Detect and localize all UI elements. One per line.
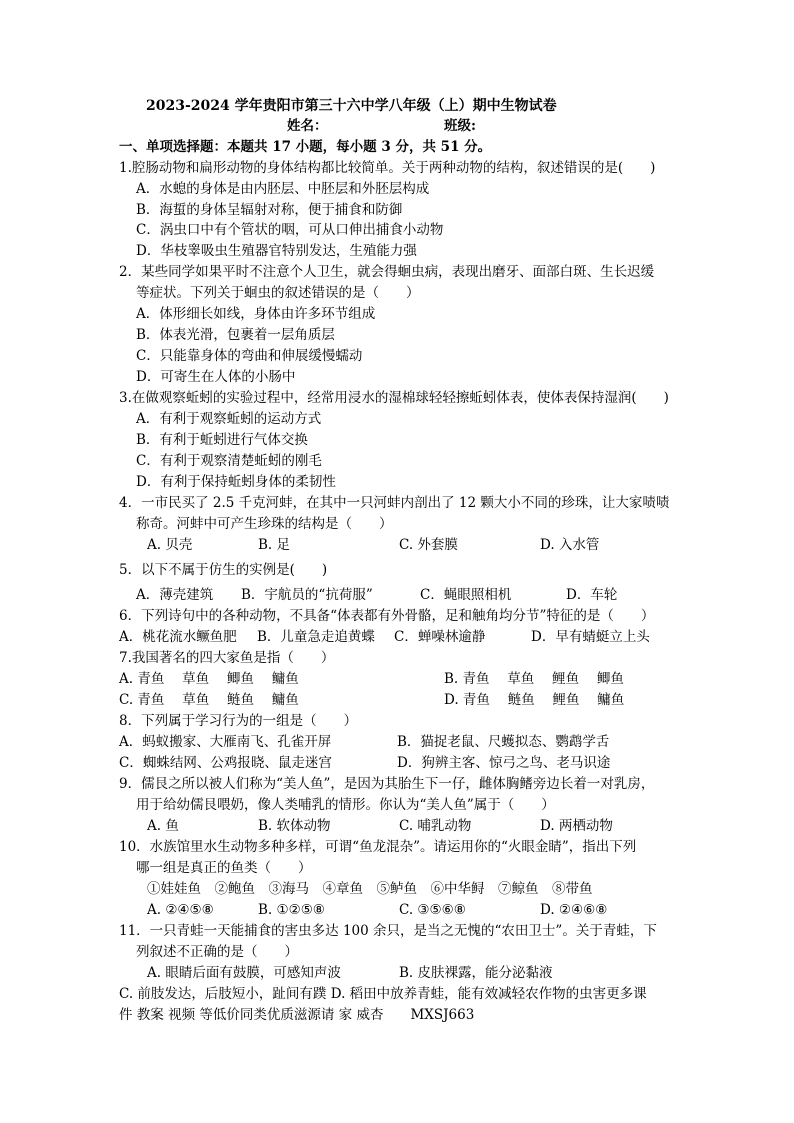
question-5-option-b: B．宇航员的“抗荷服” <box>241 587 373 603</box>
question-5-stem: 5．以下不属于仿生的实例是( ) <box>119 562 328 578</box>
question-10-option-b: B. ①②⑤⑧ <box>258 902 325 918</box>
question-7-option-c: C. 青鱼 草鱼 鲢鱼 鳙鱼 <box>119 692 299 708</box>
question-8-option-a: A．蚂蚁搬家、大雁南飞、孔雀开屏 <box>119 734 332 750</box>
footer-watermark-text: 件 教案 视频 等低价同类优质滋源请 家 威杏 MXSJ663 <box>119 1007 475 1023</box>
question-4-option-c: C. 外套膜 <box>399 537 458 553</box>
question-9-option-b: B. 软体动物 <box>258 818 331 834</box>
question-3-option-c: C．有利于观察清楚蚯蚓的刚毛 <box>136 453 322 469</box>
question-1-option-a: A．水螅的身体是由内胚层、中胚层和外胚层构成 <box>136 181 430 197</box>
question-9-stem-line1: 9．儒艮之所以被人们称为“美人鱼”，是因为其胎生下一仔，雌体胸鳍旁边长着一对乳房， <box>119 776 655 792</box>
question-6-option-c: C．蝉噪林逾静 <box>394 629 486 645</box>
question-7-option-d: D. 青鱼 鲢鱼 鲤鱼 鳙鱼 <box>444 692 625 708</box>
question-11-option-cd: C. 前肢发达，后肢短小，趾间有蹼 D. 稻田中放养青蛙，能有效减轻农作物的虫害更多课 <box>119 986 647 1002</box>
question-4-option-d: D. 入水管 <box>540 537 600 553</box>
question-1-stem: 1.腔肠动物和扁形动物的身体结构都比较简单。关于两种动物的结构，叙述错误的是( ) <box>119 160 656 176</box>
question-11-option-b: B. 皮肤裸露，能分泌黏液 <box>399 965 553 981</box>
question-5-option-d: D．车轮 <box>566 587 618 603</box>
question-9-option-d: D. 两栖动物 <box>540 818 613 834</box>
question-7-stem: 7.我国著名的四大家鱼是指（ ） <box>119 650 335 666</box>
question-3-option-d: D．有利于保持蚯蚓身体的柔韧性 <box>136 474 336 490</box>
question-10-option-c: C. ③⑤⑥⑧ <box>399 902 466 918</box>
question-11-stem-line2: 列叙述不正确的是（ ） <box>136 944 298 960</box>
question-4-option-b: B. 足 <box>258 537 291 553</box>
question-6-stem: 6．下列诗句中的各种动物，不具备“体表都有外骨骼，足和触角均分节”特征的是（ ） <box>119 608 655 624</box>
question-5-option-c: C．蝇眼照相机 <box>420 587 512 603</box>
question-11-stem-line1: 11．一只青蛙一天能捕食的害虫多达 100 余只，是当之无愧的“农田卫士”。关于青蛙，下 <box>119 923 657 939</box>
question-6-option-b: B．儿童急走追黄蝶 <box>257 629 375 645</box>
question-8-stem: 8．下列属于学习行为的一组是（ ） <box>119 713 358 729</box>
question-10-items: ①娃娃鱼 ②鲍鱼 ③海马 ④章鱼 ⑤鲈鱼 ⑥中华鲟 ⑦鲸鱼 ⑧带鱼 <box>147 881 593 897</box>
question-4-option-a: A. 贝壳 <box>147 537 193 553</box>
question-3-option-a: A．有利于观察蚯蚓的运动方式 <box>136 411 322 427</box>
question-6-option-d: D．早有蜻蜓立上头 <box>531 629 650 645</box>
exam-title: 2023-2024 学年贵阳市第三十六中学八年级（上）期中生物试卷 <box>146 98 557 114</box>
section-heading: 一、单项选择题：本题共 17 小题，每小题 3 分，共 51 分。 <box>119 139 492 155</box>
question-3-option-b: B．有利于蚯蚓进行气体交换 <box>136 432 308 448</box>
question-4-stem-line2: 称奇。河蚌中可产生珍珠的结构是（ ） <box>136 516 393 532</box>
question-2-option-a: A．体形细长如线，身体由许多环节组成 <box>136 306 376 322</box>
question-8-option-d: D．狗辨主客、惊弓之鸟、老马识途 <box>397 755 611 771</box>
question-7-option-a: A. 青鱼 草鱼 鲫鱼 鳙鱼 <box>119 671 299 687</box>
question-10-option-d: D. ②④⑥⑧ <box>540 902 608 918</box>
question-10-option-a: A. ②④⑤⑧ <box>147 902 214 918</box>
question-3-stem: 3.在做观察蚯蚓的实验过程中，经常用浸水的湿棉球轻轻擦蚯蚓体表，使体表保持湿润( ) <box>119 390 669 406</box>
question-6-option-a: A．桃花流水鳜鱼肥 <box>119 629 237 645</box>
question-2-option-d: D．可寄生在人体的小肠中 <box>136 369 296 385</box>
question-9-option-a: A. 鱼 <box>147 818 179 834</box>
question-5-option-a: A．薄壳建筑 <box>136 587 214 603</box>
class-label: 班级: <box>444 118 476 134</box>
question-9-option-c: C. 哺乳动物 <box>399 818 472 834</box>
question-1-option-b: B．海蜇的身体呈辐射对称，便于捕食和防御 <box>136 202 403 218</box>
question-2-stem-line2: 等症状。下列关于蛔虫的叙述错误的是（ ） <box>136 285 420 301</box>
question-2-option-b: B．体表光滑，包裹着一层角质层 <box>136 327 335 343</box>
question-8-option-b: B．猫捉老鼠、尺蠖拟态、鹦鹉学舌 <box>397 734 610 750</box>
question-1-option-c: C．涡虫口中有个管状的咽，可从口伸出捕食小动物 <box>136 222 444 238</box>
question-4-stem-line1: 4．一市民买了 2.5 千克河蚌，在其中一只河蚌内剖出了 12 颗大小不同的珍珠，让大家啧啧 <box>119 495 670 511</box>
question-2-stem-line1: 2．某些同学如果平时不注意个人卫生，就会得蛔虫病，表现出磨牙、面部白斑、生长迟缓 <box>119 264 655 280</box>
question-2-option-c: C．只能靠身体的弯曲和伸展缓慢蠕动 <box>136 348 363 364</box>
question-10-stem-line1: 10．水族馆里水生动物多种多样，可谓“鱼龙混杂”。请运用你的“火眼金睛”，指出下列 <box>119 839 637 855</box>
name-label: 姓名： <box>287 118 328 134</box>
question-7-option-b: B. 青鱼 草鱼 鲤鱼 鲫鱼 <box>444 671 624 687</box>
question-1-option-d: D．华枝睾吸虫生殖器官特别发达，生殖能力强 <box>136 243 417 259</box>
question-9-stem-line2: 用于给幼儒艮喂奶，像人类哺乳的情形。你认为“美人鱼”属于（ ） <box>136 797 555 813</box>
question-10-stem-line2: 哪一组是真正的鱼类（ ） <box>136 860 312 876</box>
question-11-option-a: A. 眼睛后面有鼓膜，可感知声波 <box>147 965 341 981</box>
question-8-option-c: C．蜘蛛结网、公鸡报晓、鼠走迷宫 <box>119 755 332 771</box>
